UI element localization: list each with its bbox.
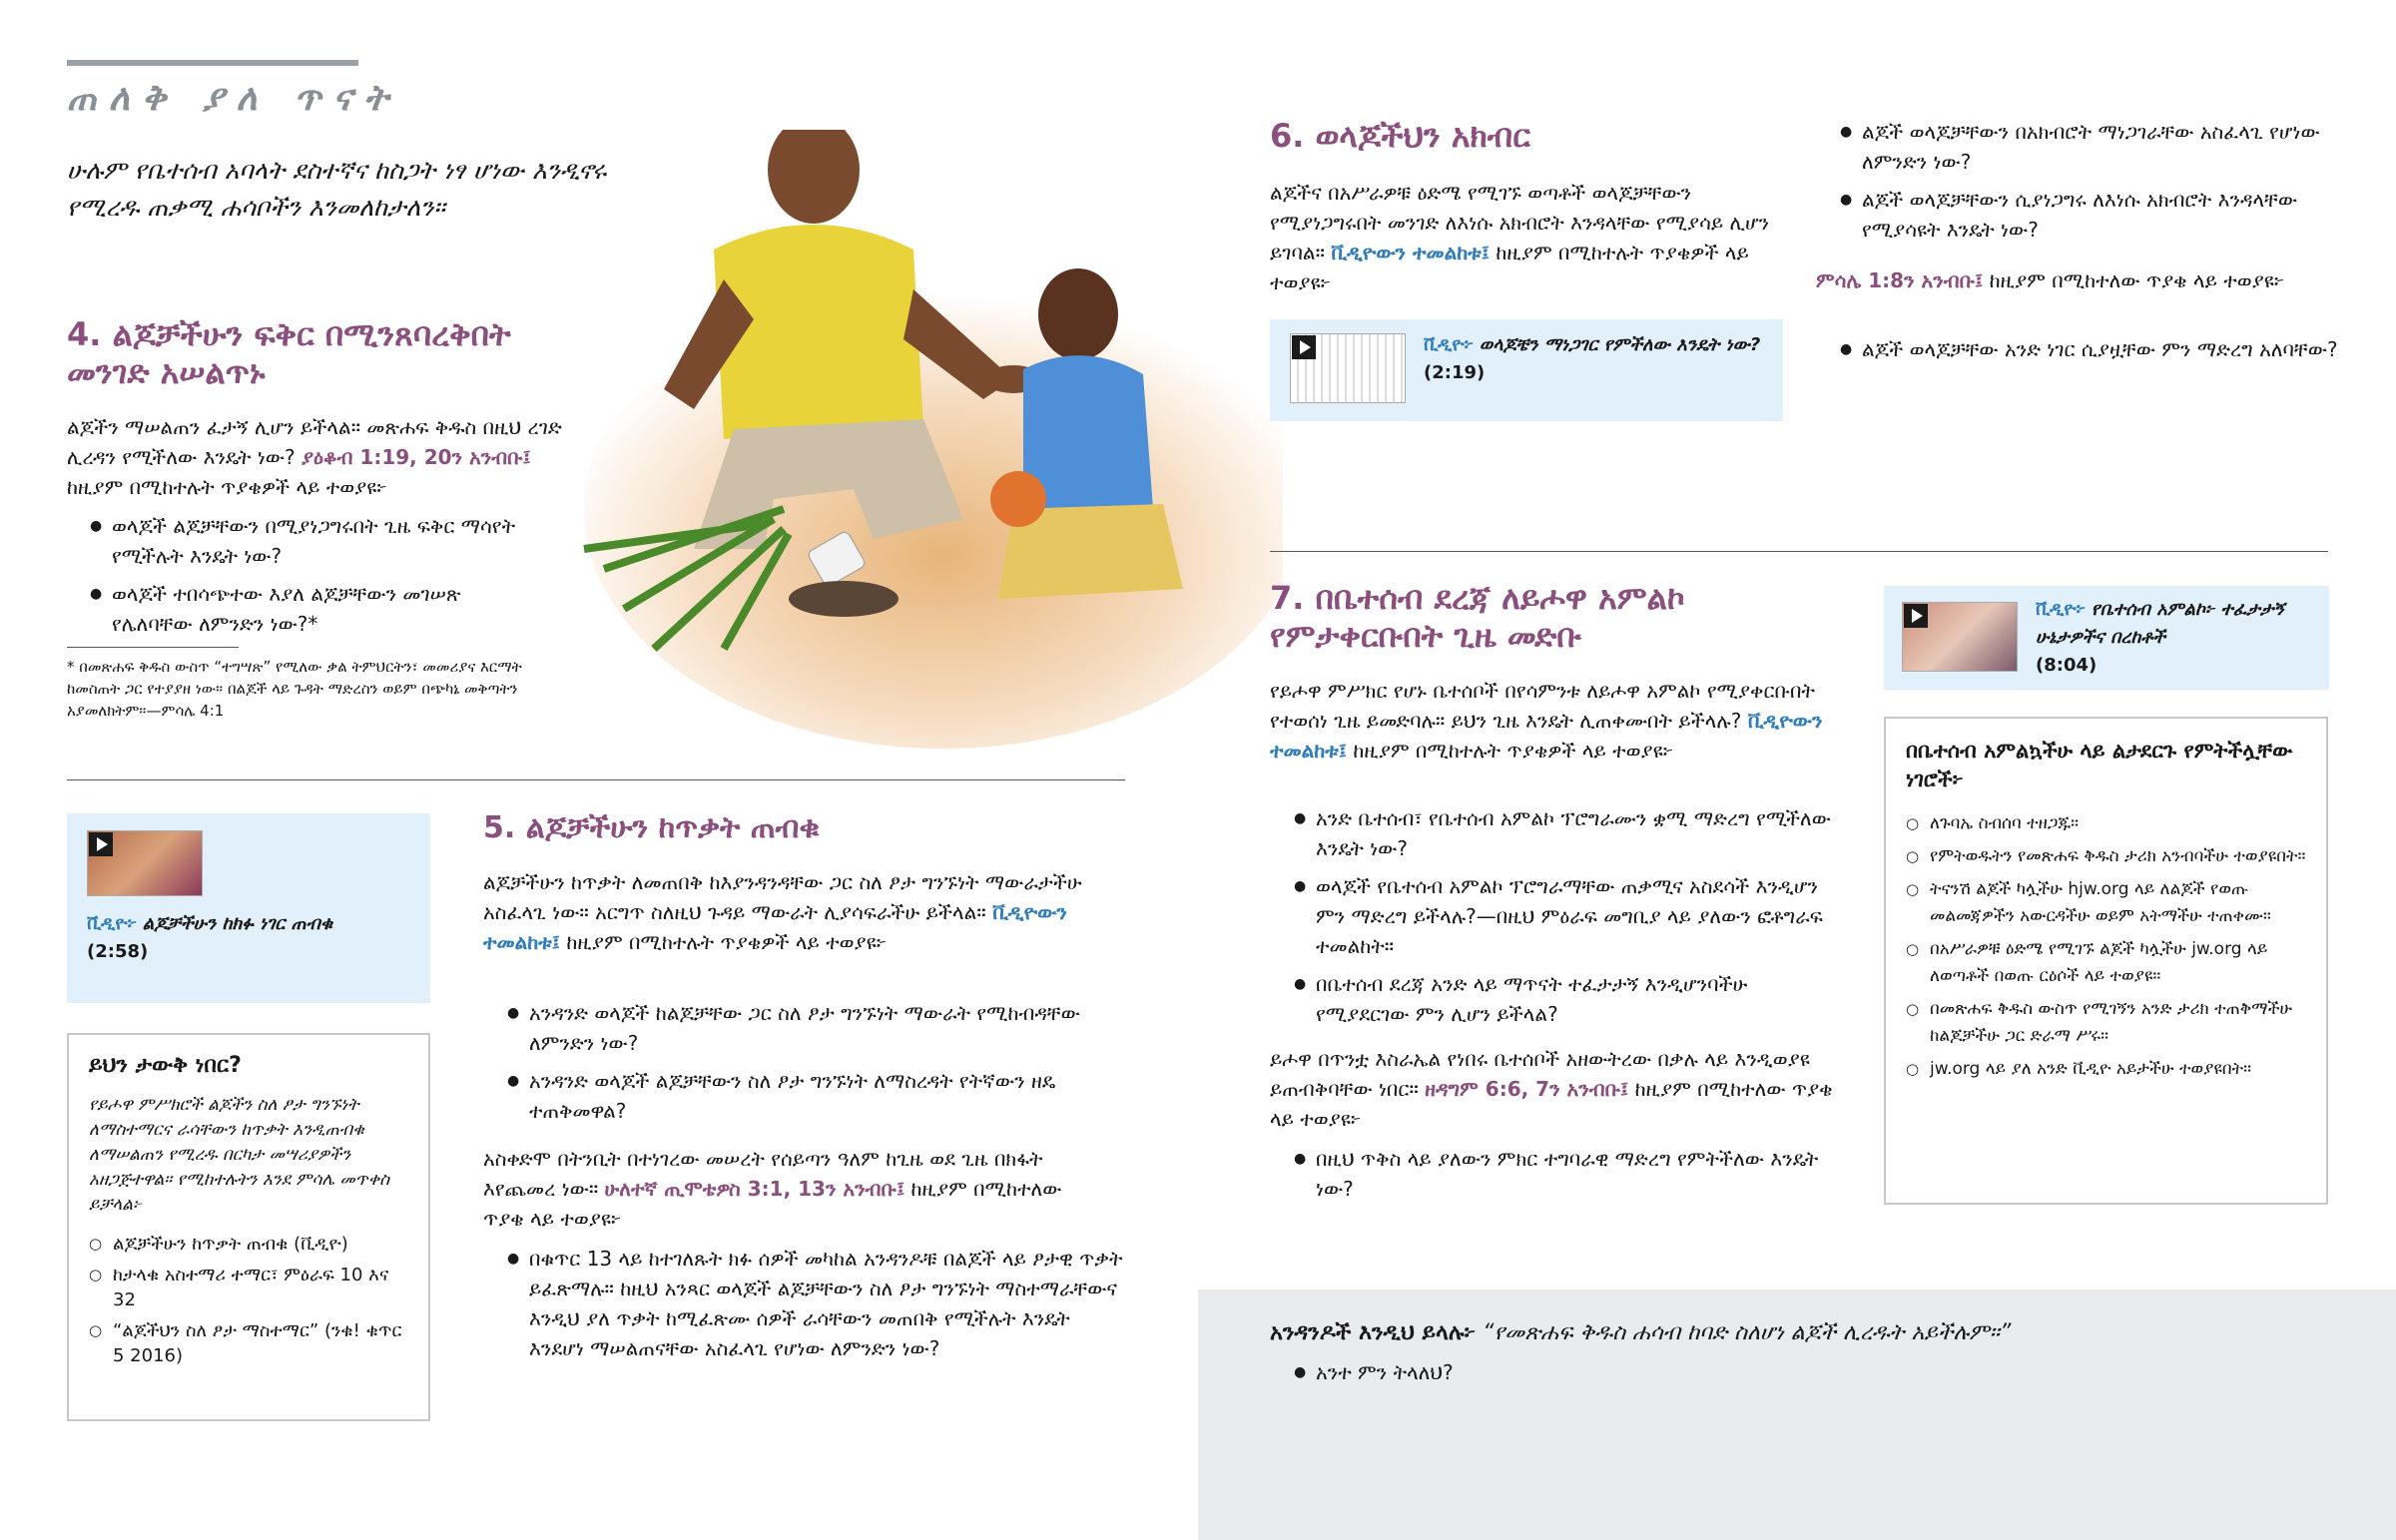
ideas-list: [1906, 810, 2310, 1089]
watch-video-link[interactable]: ቪዲዮውን ተመልከቱ፤: [1270, 709, 1823, 763]
resource-item[interactable]: ○ ልጆቻችሁን ከጥቃት ጠብቁ (ቪዲዮ): [89, 1232, 408, 1257]
section-7-text-2b: ከዚያም በሚከተለው ጥያቄ ላይ ተወያዩ፦: [1270, 1077, 1833, 1131]
idea-item: ○ jw.org ላይ ያለ አንድ ቪዲዮ አይታችሁ ተወያዩበት።: [1906, 1056, 2310, 1083]
section-6-questions: [1840, 117, 2339, 253]
section-4-question-2: ● ወላጆች ተበሳጭተው እያለ ልጆቻቸውን መገሠጽ የሌለባቸው ለምንድን ነው?*: [90, 579, 519, 639]
idea-item: ○ በአሥራዎቹ ዕድሜ የሚገኙ ልጆች ካሏችሁ jw.org ላይ ለወጣቶች በወጡ ርዕሶች ላይ ተወያዩ።: [1906, 936, 2310, 990]
some-say-panel: [1198, 1289, 2396, 1540]
play-icon[interactable]: [1292, 335, 1316, 359]
some-say-question-list: [1294, 1357, 2093, 1395]
section-6-questions-2: [1840, 334, 2339, 372]
resource-item[interactable]: ○ ከታላቁ አስተማሪ ተማር፣ ምዕራፍ 10 እና 32: [89, 1263, 408, 1312]
idea-item: ○ በመጽሐፍ ቅዱስ ውስጥ የሚገኝን አንድ ታሪክ ተጠቅማችሁ ከልጆቻችሁ ጋር ድራማ ሥሩ።: [1906, 996, 2310, 1050]
section-5-question-1: ● አንዳንድ ወላጆች ከልጆቻቸው ጋር ስለ ፆታ ግንኙነት ማውራት የሚከብዳቸው ለምንድን ነው?: [507, 998, 1096, 1058]
video-title[interactable]: ልጆቻችሁን ከክፉ ነገር ጠብቁ: [142, 913, 333, 934]
scripture-link-proverbs[interactable]: ምሳሌ 1:8ን አንብቡ፤: [1816, 268, 1984, 292]
section-5-questions-2: [507, 1244, 1126, 1371]
resource-item[interactable]: ○ “ልጆችህን ስለ ፆታ ማስተማር” (ንቁ! ቁጥር 5 2016): [89, 1318, 408, 1368]
section-5-title: 5. ልጆቻችሁን ከጥቃት ጠብቁ: [483, 810, 820, 845]
section-4-title: 4. ልጆቻችሁን ፍቅር በሚንጸባረቅበት መንገድ አሠልጥኑ: [67, 315, 511, 391]
section-7-questions-2: [1294, 1144, 1843, 1212]
idea-item: ○ ትናንሽ ልጆች ካሏችሁ hjw.org ላይ ለልጆች የወጡ መልመጃዎችን አውርዳችሁ ወይም አትማችሁ ተጠቀሙ።: [1906, 876, 2310, 930]
section-5-text-2b: ከዚያም በሚከተለው ጥያቄ ላይ ተወያዩ፦: [483, 1177, 1062, 1231]
section-5-paragraph-2: [483, 1144, 1102, 1234]
section-6-paragraph: [1270, 178, 1789, 297]
section-6-question-2: ● ልጆች ወላጆቻቸውን ሲያነጋግሩ ለእነሱ አክብሮት እንዳላቸው የሚያሳዩት እንዴት ነው?: [1840, 185, 2339, 245]
some-say-question: ● አንተ ምን ትላለህ?: [1294, 1357, 2093, 1387]
section-6-question-3: ● ልጆች ወላጆቻቸው አንድ ነገር ሲያዟቸው ምን ማድረግ አለባቸው?: [1840, 334, 2339, 364]
video-duration: (2:19): [1424, 362, 1486, 383]
watch-video-link[interactable]: ቪዲዮውን ተመልከቱ፤: [483, 900, 1067, 954]
watch-video-link[interactable]: ቪዲዮውን ተመልከቱ፤: [1331, 241, 1491, 264]
section-6-text: ልጆችና በአሥራዎቹ ዕድሜ የሚገኙ ወጣቶች ወላጆቻቸውን የሚያነጋግሩበት መንገድ ለእነሱ አክብሮት እንዳላቸው የሚያሳይ ሊሆን ይገባል።: [1270, 181, 1770, 264]
section-5-questions: [507, 998, 1096, 1134]
video-duration: (2:58): [87, 941, 149, 962]
section-6-ref-text: ከዚያም በሚከተለው ጥያቄ ላይ ተወያዩ፦: [1989, 268, 2285, 292]
intro-text: ሁሉም የቤተሰብ አባላት ደስተኛና ከስጋት ነፃ ሆነው እንዲኖሩ የሚረዱ ጠቃሚ ሐሳቦችን እንመለከታለን።: [67, 156, 607, 222]
video-family-caption: [2036, 596, 2325, 680]
section-6-reference: [1816, 265, 2345, 295]
section-5-text-b: ከዚያም በሚከተሉት ጥያቄዎች ላይ ተወያዩ፦: [566, 930, 888, 954]
section-7-question-3: ● በቤተሰብ ደረጃ አንድ ላይ ማጥናት ተፈታታኝ እንዲሆንባችሁ የሚያደርገው ምን ሊሆን ይችላል?: [1294, 969, 1843, 1029]
father-son-illustration: [544, 130, 1283, 749]
footnote: * በመጽሐፍ ቅዱስ ውስጥ “ተግሣጽ” የሚለው ቃል ትምህርትን፣ መመሪያና እርማት ከመስጠት ጋር የተያያዘ ነው። በልጆች ላይ ጉዳት ማድረስን ወይም በጭካኔ መቅጣትን አያመለክትም።—ምሳሌ 4:1: [67, 658, 522, 720]
section-4-text-b: ከዚያም በሚከተሉት ጥያቄዎች ላይ ተወያዩ፦: [67, 475, 387, 499]
series-title: ጠለቅ ያለ ጥናት: [67, 78, 400, 119]
video-protect-caption: [87, 910, 416, 966]
video-label: ቪዲዮ፦: [2036, 599, 2087, 620]
scripture-link-deuteronomy[interactable]: ዘዳግም 6:6, 7ን አንብቡ፤: [1425, 1077, 1629, 1101]
section-7-question-1: ● አንድ ቤተሰብ፣ የቤተሰብ አምልኮ ፕሮግራሙን ቋሚ ማድረግ የሚችለው እንዴት ነው?: [1294, 803, 1843, 863]
some-say-line: [1270, 1317, 2368, 1349]
section-6-question-1: ● ልጆች ወላጆቻቸውን በአክብሮት ማነጋገራቸው አስፈላጊ የሆነው ለምንድን ነው?: [1840, 117, 2339, 177]
video-protect-box[interactable]: [67, 813, 430, 1003]
some-say-lead: አንዳንዶች እንዲህ ይላሉ፦: [1270, 1320, 1477, 1345]
idea-item: ○ ለጉባኤ ስብሰባ ተዘጋጁ።: [1906, 810, 2310, 837]
section-7-question-4: ● በዚህ ጥቅስ ላይ ያለውን ምክር ተግባራዊ ማድረግ የምትችለው እንዴት ነው?: [1294, 1144, 1843, 1204]
footnote-rule: [67, 647, 239, 648]
illustration-father-son: [544, 130, 1283, 749]
video-parents-box[interactable]: [1270, 319, 1783, 421]
section-7-title: 7. በቤተሰብ ደረጃ ለይሖዋ አምልኮ የምታቀርቡበት ጊዜ መድቡ: [1270, 579, 1685, 655]
family-worship-ideas-box: [1884, 717, 2328, 1205]
section-4-questions: [90, 511, 519, 647]
did-you-know-box: [67, 1033, 430, 1421]
section-7-questions: [1294, 803, 1843, 1037]
section-5-text-2: አስቀድሞ በትንቢት በተነገረው መሠረት የሰይጣን ዓለም ከጊዜ ወደ ጊዜ በክፋት እየጨመረ ነው።: [483, 1147, 1043, 1201]
scripture-link-timothy[interactable]: ሁለተኛ ጢሞቴዎስ 3:1, 13ን አንብቡ፤: [604, 1177, 905, 1201]
did-you-know-title: ይህን ታውቅ ነበር?: [89, 1053, 242, 1078]
video-label: ቪዲዮ፦: [87, 913, 138, 934]
section-7-text: የይሖዋ ምሥክር የሆኑ ቤተሰቦች በየሳምንቱ ለይሖዋ አምልኮ የሚያቀርቡበት የተወሰነ ጊዜ ይመድባሉ። ይህን ጊዜ እንዴት ሊጠቀሙበት ይችላሉ?: [1270, 679, 1815, 733]
did-you-know-list: [89, 1232, 408, 1374]
ideas-title: በቤተሰብ አምልኳችሁ ላይ ልታደርጉ የምትችሏቸው ነገሮች፦: [1906, 739, 2293, 791]
section-7-paragraph-1: [1270, 676, 1844, 766]
section-4-text: ልጆችን ማሠልጠን ፈታኝ ሊሆን ይችላል። መጽሐፍ ቅዱስ በዚህ ረገድ ሊረዳን የሚችለው እንዴት ነው?: [67, 415, 562, 469]
section-4-paragraph: [67, 412, 576, 502]
section-7-question-2: ● ወላጆች የቤተሰብ አምልኮ ፕሮግራማቸው ጠቃሚና አስደሳች እንዲሆን ምን ማድረግ ይችላሉ?—በዚህ ምዕራፍ መግቢያ ላይ ያለውን ፎቶግራፍ ተመልከት።: [1294, 871, 1843, 961]
video-family-worship-box[interactable]: [1884, 586, 2329, 690]
section-5-text: ልጆቻችሁን ከጥቃት ለመጠበቅ ከእያንዳንዳቸው ጋር ስለ ፆታ ግንኙነት ማውራታችሁ አስፈላጊ ነው። አርግጥ ስለዚህ ጉዳይ ማውራት ሊያሳፍራችሁ ይችላል።: [483, 870, 1082, 924]
video-title[interactable]: ወላጆቼን ማነጋገር የምችለው እንዴት ነው?: [1479, 334, 1761, 355]
section-7-text-2: ይሖዋ በጥንቷ እስራኤል የነበሩ ቤተሰቦች አዘውትረው በቃሉ ላይ እንዲወያዩ ይጠብቅባቸው ነበር።: [1270, 1047, 1810, 1101]
section-7-text-b: ከዚያም በሚከተሉት ጥያቄዎች ላይ ተወያዩ፦: [1353, 739, 1674, 763]
video-title[interactable]: የቤተሰብ አምልኮ፦ ተፈታታኝ ሁኔታዎችና በረከቶች: [2036, 599, 2285, 648]
section-7-paragraph-2: [1270, 1044, 1844, 1134]
video-duration: (8:04): [2036, 655, 2097, 676]
some-say-quote: “የመጽሐፍ ቅዱስ ሐሳብ ከባድ ስለሆነ ልጆች ሊረዱት አይችሉም።”: [1483, 1320, 2012, 1345]
section-5-question-2: ● አንዳንድ ወላጆች ልጆቻቸውን ስለ ፆታ ግንኙነት ለማስረዳት የትኛውን ዘዴ ተጠቅመዋል?: [507, 1066, 1096, 1126]
header-rule: [67, 60, 358, 66]
idea-item: ○ የምትወዱትን የመጽሐፍ ቅዱስ ታሪክ አንብባችሁ ተወያዩበት።: [1906, 843, 2310, 870]
video-label: ቪዲዮ፦: [1424, 334, 1475, 355]
section-6-text-b: ከዚያም በሚከተሉት ጥያቄዎች ላይ ተወያዩ፦: [1270, 241, 1749, 294]
section-4-question-1: ● ወላጆች ልጆቻቸውን በሚያነጋግሩበት ጊዜ ፍቅር ማሳየት የሚችሉት እንዴት ነው?: [90, 511, 519, 571]
video-parents-caption: [1424, 331, 1773, 387]
section-5-question-3: ● በቁጥር 13 ላይ ከተገለጹት ክፉ ሰዎች መካከል አንዳንዶቹ በልጆች ላይ ፆታዊ ጥቃት ይፈጽማሉ። ከዚህ አንጻር ወላጆች ልጆቻቸውን ስለ ፆታ ግንኙነት ማስተማራቸውና እንዲህ ያለ ጥቃት ከሚፈጽሙ ሰዎች ራሳቸውን መጠበቅ የሚችሉት እንዴት እንደሆነ ማሠልጠናቸው አስፈላጊ የሆነው ለምንድን ነው?: [507, 1244, 1126, 1363]
scripture-link-james[interactable]: ያዕቆብ 1:19, 20ን አንብቡ፤: [300, 445, 531, 469]
play-icon[interactable]: [1904, 604, 1928, 628]
section-5-paragraph-1: [483, 867, 1102, 957]
right-divider: [1270, 551, 2328, 552]
did-you-know-text: የይሖዋ ምሥክሮች ልጆችን ስለ ፆታ ግንኙነት ለማስተማርና ራሳቸውን ከጥቃት እንዲጠብቁ ለማሠልጠን የሚረዱ በርካታ መሣሪያዎችን አዘጋጅተዋል። የሚከተሉትን እንደ ምሳሌ መጥቀስ ይቻላል፦: [89, 1095, 390, 1215]
left-divider: [67, 779, 1125, 780]
section-6-title: 6. ወላጆችህን አክብር: [1270, 117, 1530, 155]
play-icon[interactable]: [89, 832, 113, 856]
